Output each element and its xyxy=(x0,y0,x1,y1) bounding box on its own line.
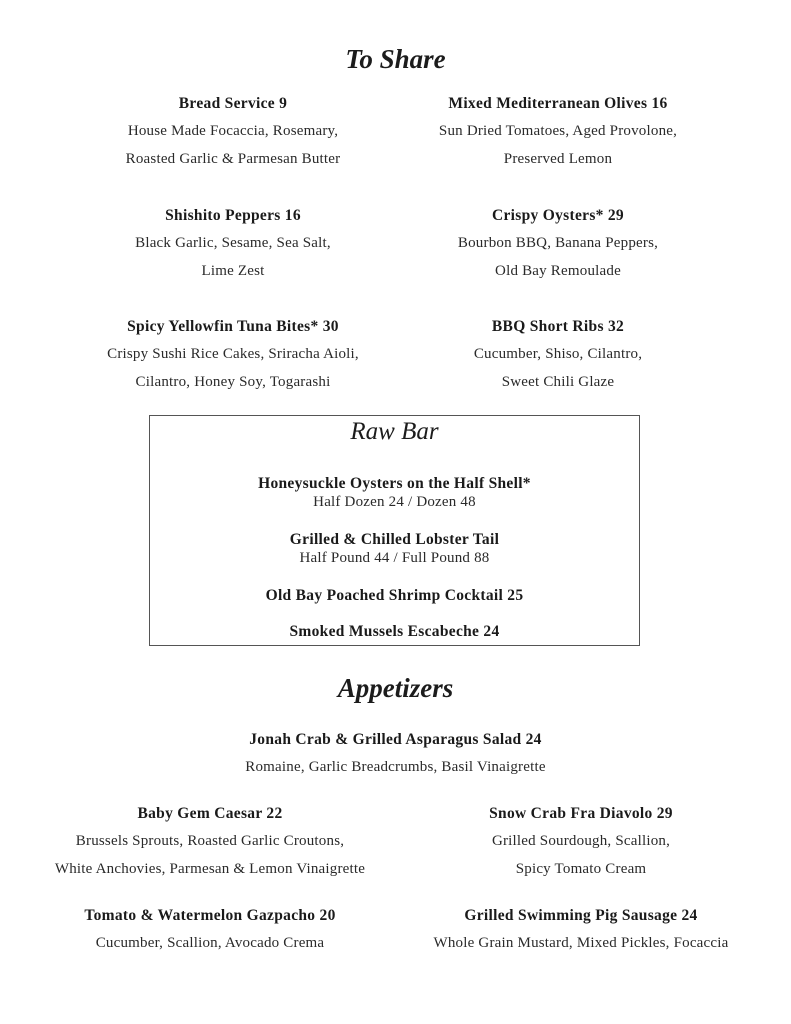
menu-item-desc: Sweet Chili Glaze xyxy=(501,374,615,390)
menu-item-name: Tomato & Watermelon Gazpacho 20 xyxy=(84,907,336,924)
section-title-appetizers: Appetizers xyxy=(337,673,454,703)
menu-item-name: Baby Gem Caesar 22 xyxy=(137,805,283,822)
menu-item-desc: Crispy Sushi Rice Cakes, Sriracha Aioli, xyxy=(107,346,359,362)
menu-item-desc: Old Bay Remoulade xyxy=(495,263,621,279)
menu-item-desc: Cucumber, Shiso, Cilantro, xyxy=(473,346,643,362)
menu-item-desc: Sun Dried Tomatoes, Aged Provolone, xyxy=(438,123,678,139)
menu-item-desc: White Anchovies, Parmesan & Lemon Vinaigrette xyxy=(54,861,366,877)
menu-item-desc: Cilantro, Honey Soy, Togarashi xyxy=(135,374,331,390)
menu-item-desc: Black Garlic, Sesame, Sea Salt, xyxy=(135,235,331,251)
section-title-to-share: To Share xyxy=(345,44,446,74)
menu-item-name: Grilled & Chilled Lobster Tail xyxy=(289,531,500,548)
menu-item-desc: Brussels Sprouts, Roasted Garlic Croutons, xyxy=(75,833,345,849)
menu-item-name: Bread Service 9 xyxy=(178,95,288,112)
menu-item-name: Spicy Yellowfin Tuna Bites* 30 xyxy=(127,318,339,335)
menu-item-desc: Lime Zest xyxy=(201,263,265,279)
menu-item-name: Shishito Peppers 16 xyxy=(165,207,301,224)
menu-item-name: Honeysuckle Oysters on the Half Shell* xyxy=(258,475,531,492)
menu-item-name: Grilled Swimming Pig Sausage 24 xyxy=(464,907,698,924)
menu-item-name: Snow Crab Fra Diavolo 29 xyxy=(489,805,673,822)
menu-item-desc: Grilled Sourdough, Scallion, xyxy=(491,833,671,849)
menu-item-desc: House Made Focaccia, Rosemary, xyxy=(127,123,339,139)
menu-item-name: Jonah Crab & Grilled Asparagus Salad 24 xyxy=(249,731,542,748)
menu-item-desc: Romaine, Garlic Breadcrumbs, Basil Vinaigrette xyxy=(245,759,546,775)
menu-item-desc: Cucumber, Scallion, Avocado Crema xyxy=(95,935,325,951)
menu-item-desc: Roasted Garlic & Parmesan Butter xyxy=(125,151,341,167)
menu-item-name: Mixed Mediterranean Olives 16 xyxy=(448,95,668,112)
menu-item-name: Crispy Oysters* 29 xyxy=(492,207,624,224)
menu-item-desc: Preserved Lemon xyxy=(503,151,613,167)
menu-item-desc: Half Dozen 24 / Dozen 48 xyxy=(313,494,476,510)
menu-item-name: Old Bay Poached Shrimp Cocktail 25 xyxy=(265,587,524,604)
section-title-raw-bar: Raw Bar xyxy=(350,418,439,445)
menu-item-name: BBQ Short Ribs 32 xyxy=(491,318,625,335)
menu-item-desc: Whole Grain Mustard, Mixed Pickles, Focaccia xyxy=(433,935,729,951)
menu-item-desc: Bourbon BBQ, Banana Peppers, xyxy=(457,235,659,251)
menu-item-name: Smoked Mussels Escabeche 24 xyxy=(289,623,500,640)
menu-item-desc: Spicy Tomato Cream xyxy=(515,861,647,877)
menu-item-desc: Half Pound 44 / Full Pound 88 xyxy=(299,550,490,566)
